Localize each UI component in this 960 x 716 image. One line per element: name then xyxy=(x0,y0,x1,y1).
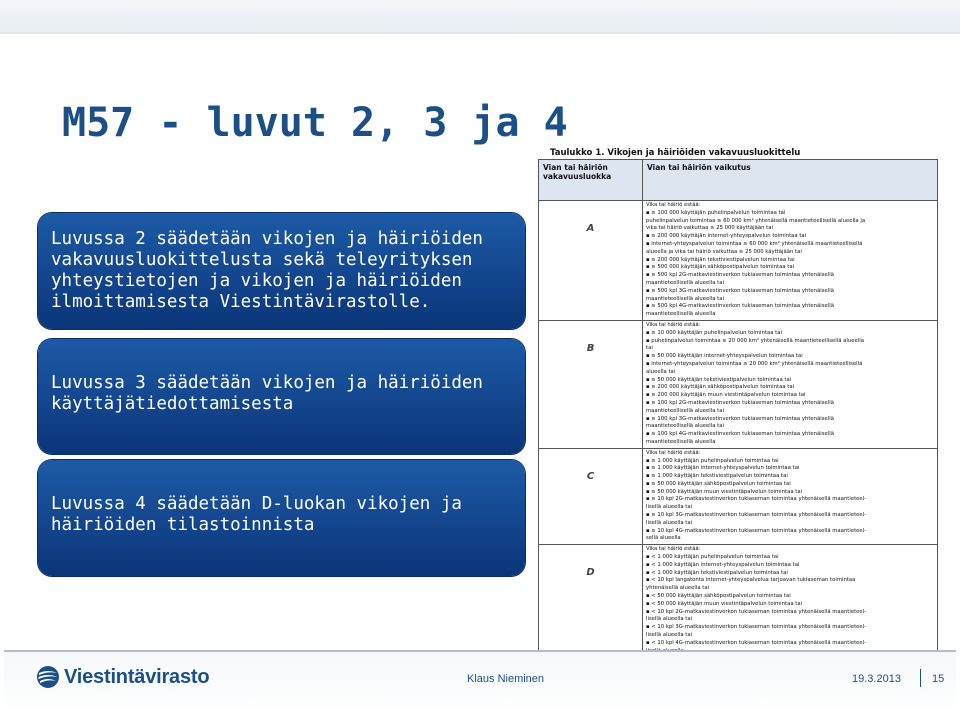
effect-line: sellä alueella xyxy=(646,535,681,542)
severity-class-label: D xyxy=(586,567,595,579)
effect-line: ▪ ≥ 200 000 käyttäjän sähköpostipalvelun toimintaa tai xyxy=(646,384,795,391)
header-effect: Vian tai häiriön vaikutus xyxy=(643,160,938,201)
logo-text: Viestintävirasto xyxy=(64,665,210,688)
effect-line: ▪ ≥ 10 kpl 3G-matkaviestinverkon tukiaseman toimintaa yhtenäisellä maantieteel- xyxy=(646,512,867,519)
effect-line: puhelinpalvelun toimintaa ≥ 60 000 km² yhtenäisellä maantieteellisellä alueella ja xyxy=(646,217,866,224)
effect-line: Vika tai häiriö estää: xyxy=(646,449,701,456)
effect-line: ▪ ≥ 10 kpl 4G-matkaviestinverkon tukiaseman toimintaa yhtenäisellä maantieteel- xyxy=(646,527,867,534)
info-box-text: Luvussa 3 säädetään vikojen ja häiriöiden käyttäjätiedottamisesta xyxy=(51,373,483,414)
logo-icon xyxy=(36,665,60,689)
slide-title: M57 - luvut 2, 3 ja 4 xyxy=(62,100,568,146)
effect-line: ▪ < 10 kpl 2G-matkaviestinverkon tukiaseman toimintaa yhtenäisellä maantieteel- xyxy=(646,608,867,615)
severity-class-cell xyxy=(539,320,643,448)
effect-line: maantieteellisellä alueella xyxy=(646,438,716,445)
info-box-chapter-3 xyxy=(38,339,525,454)
effect-line: ▪ < 1 000 käyttäjän tekstiviestipalvelun toimintaa tai xyxy=(646,569,788,576)
effect-line: ▪ ≥ 500 kpl 2G-matkaviestinverkon tukiaseman toimintaa yhtenäisellä xyxy=(646,272,834,279)
header-class: Vian tai häiriön vakavuusluokka xyxy=(539,160,643,201)
effect-line: Vika tai häiriö estää: xyxy=(646,546,701,553)
effect-line: ▪ internet-yhteyspalvelun toimintaa ≥ 60 000 km² yhtenäisellä maantieteellisellä xyxy=(646,240,863,247)
viestintavirasto-logo xyxy=(36,665,209,689)
footer-divider xyxy=(920,669,921,687)
effect-line: ▪ ≥ 100 000 käyttäjän puhelinpalvelun toimintaa tai xyxy=(646,209,786,216)
effect-line: lisellä alueella tai xyxy=(646,504,693,511)
effect-line: ▪ ≥ 200 000 käyttäjän tekstiviestipalvelun toimintaa tai xyxy=(646,256,795,263)
effect-line: ▪ ≥ 1 000 käyttäjän puhelinpalvelun toimintaa tai xyxy=(646,457,779,464)
effect-line: Vika tai häiriö estää: xyxy=(646,321,701,328)
effect-line: ▪ ≥ 50 000 käyttäjän sähköpostipalvelun toimintaa tai xyxy=(646,480,791,487)
severity-class-label: A xyxy=(586,223,595,234)
effect-line: lisellä alueella tai xyxy=(646,519,693,526)
severity-class-label: B xyxy=(586,342,595,354)
severity-effect-cell xyxy=(643,448,938,545)
severity-class-cell xyxy=(539,545,643,657)
effect-line: ▪ ≥ 100 kpl 2G-matkaviestinverkon tukiaseman toimintaa yhtenäisellä xyxy=(646,399,834,406)
severity-effect-cell xyxy=(643,320,938,448)
info-box-text: Luvussa 2 säädetään vikojen ja häiriöiden vakavuusluokittelusta sekä teleyrityksen yhteystietojen ja vikojen ja häiriöiden ilmoittamisesta Viestintävirastolle. xyxy=(51,229,483,312)
top-band xyxy=(0,0,960,34)
effect-line: ▪ ≥ 10 kpl 2G-matkaviestinverkon tukiaseman toimintaa yhtenäisellä maantieteel- xyxy=(646,496,867,503)
effect-line: ▪ ≥ 50 000 käyttäjän muun viestintäpalvelun toimintaa tai xyxy=(646,488,803,495)
effect-line: ▪ ≥ 10 000 käyttäjän puhelinpalvelun toimintaa tai xyxy=(646,329,782,336)
effect-line: ▪ ≥ 1 000 käyttäjän tekstiviestipalvelun toimintaa tai xyxy=(646,473,788,480)
table-caption: Taulukko 1. Vikojen ja häiriöiden vakavuusluokittelu xyxy=(550,148,801,158)
effect-line: ▪ < 50 000 käyttäjän sähköpostipalvelun toimintaa tai xyxy=(646,593,791,600)
table-row xyxy=(539,448,938,545)
effect-line: tai xyxy=(646,345,653,352)
effect-line: ▪ ≥ 200 000 käyttäjän internet-yhteyspalvelun toimintaa tai xyxy=(646,233,807,240)
info-box-text: Luvussa 4 säädetään D-luokan vikojen ja häiriöiden tilastoinnista xyxy=(51,494,462,535)
info-box-chapter-4 xyxy=(38,460,525,576)
effect-line: yhtenäisellä alueella tai xyxy=(646,585,710,592)
page-number: 15 xyxy=(932,673,945,685)
effect-line: alueella ja vika tai häiriö vaikuttaa ≥ 25 000 käyttäjään tai xyxy=(646,248,802,255)
info-box-chapter-2 xyxy=(38,213,525,329)
effect-line: ▪ < 10 kpl 3G-matkaviestinverkon tukiaseman toimintaa yhtenäisellä maantieteel- xyxy=(646,624,867,631)
table-row xyxy=(539,201,938,321)
effect-line: ▪ ≥ 1 000 käyttäjän internet-yhteyspalvelun toimintaa tai xyxy=(646,465,800,472)
effect-line: vika tai häiriö vaikuttaa ≥ 25 000 käyttäjään tai xyxy=(646,225,773,232)
severity-effect-cell xyxy=(643,201,938,321)
effect-line: maantieteellisellä alueella tai xyxy=(646,407,724,414)
effect-line: ▪ ≥ 500 kpl 4G-matkaviestinverkon tukiaseman toimintaa yhtenäisellä xyxy=(646,303,834,310)
severity-class-label: C xyxy=(586,470,595,482)
footer-date: 19.3.2013 xyxy=(852,673,901,685)
effect-line: ▪ < 50 000 käyttäjän muun viestintäpalvelun toimintaa tai xyxy=(646,600,803,607)
effect-line: ▪ ≥ 50 000 käyttäjän internet-yhteyspalvelun toimintaa tai xyxy=(646,353,803,360)
severity-class-cell xyxy=(539,448,643,545)
effect-line: ▪ ≥ 100 kpl 3G-matkaviestinverkon tukiaseman toimintaa yhtenäisellä xyxy=(646,415,834,422)
effect-line: alueella tai xyxy=(646,368,676,375)
effect-line: lisellä alueella tai xyxy=(646,616,693,623)
table-row xyxy=(539,545,938,657)
effect-line: maantieteellisellä alueella tai xyxy=(646,279,724,286)
effect-line: ▪ < 1 000 käyttäjän puhelinpalvelun toimintaa tai xyxy=(646,554,779,561)
effect-line: ▪ < 10 kpl 4G-matkaviestinverkon tukiaseman toimintaa yhtenäisellä maantieteel- xyxy=(646,639,867,646)
severity-class-cell xyxy=(539,201,643,321)
effect-line: ▪ internet-yhteyspalvelun toimintaa ≥ 20 000 km² yhtenäisellä maantieteellisellä xyxy=(646,360,863,367)
table-header-row xyxy=(539,160,938,201)
effect-line: Vika tai häiriö estää: xyxy=(646,202,701,208)
effect-line: maantieteellisellä alueella xyxy=(646,311,716,318)
effect-line: maantieteellisellä alueella tai xyxy=(646,295,724,302)
effect-line: ▪ < 1 000 käyttäjän internet-yhteyspalvelun toimintaa tai xyxy=(646,561,800,568)
table-row xyxy=(539,320,938,448)
effect-line: ▪ ≥ 500 000 käyttäjän sähköpostipalvelun toimintaa tai xyxy=(646,264,795,271)
effect-line: ▪ < 10 kpl langatonta internet-yhteyspalvelua tarjoavan tukiaseman toimintaa xyxy=(646,577,856,584)
effect-line: maantieteellisellä alueella tai xyxy=(646,423,724,430)
severity-table xyxy=(538,159,938,657)
severity-effect-cell xyxy=(643,545,938,657)
severity-table-image xyxy=(538,145,938,646)
effect-line: ▪ ≥ 100 kpl 4G-matkaviestinverkon tukiaseman toimintaa yhtenäisellä xyxy=(646,431,834,438)
effect-line: ▪ puhelinpalvelun toimintaa ≥ 20 000 km² yhtenäisellä maantieteellisellä alueella xyxy=(646,337,864,344)
effect-line: ▪ ≥ 500 kpl 3G-matkaviestinverkon tukiaseman toimintaa yhtenäisellä xyxy=(646,287,834,294)
footer-author: Klaus Nieminen xyxy=(467,673,545,685)
effect-line: ▪ ≥ 50 000 käyttäjän tekstiviestipalvelun toimintaa tai xyxy=(646,376,792,383)
effect-line: ▪ ≥ 200 000 käyttäjän muun viestintäpalvelun toimintaa tai xyxy=(646,392,806,399)
effect-line: lisellä alueella tai xyxy=(646,632,693,639)
